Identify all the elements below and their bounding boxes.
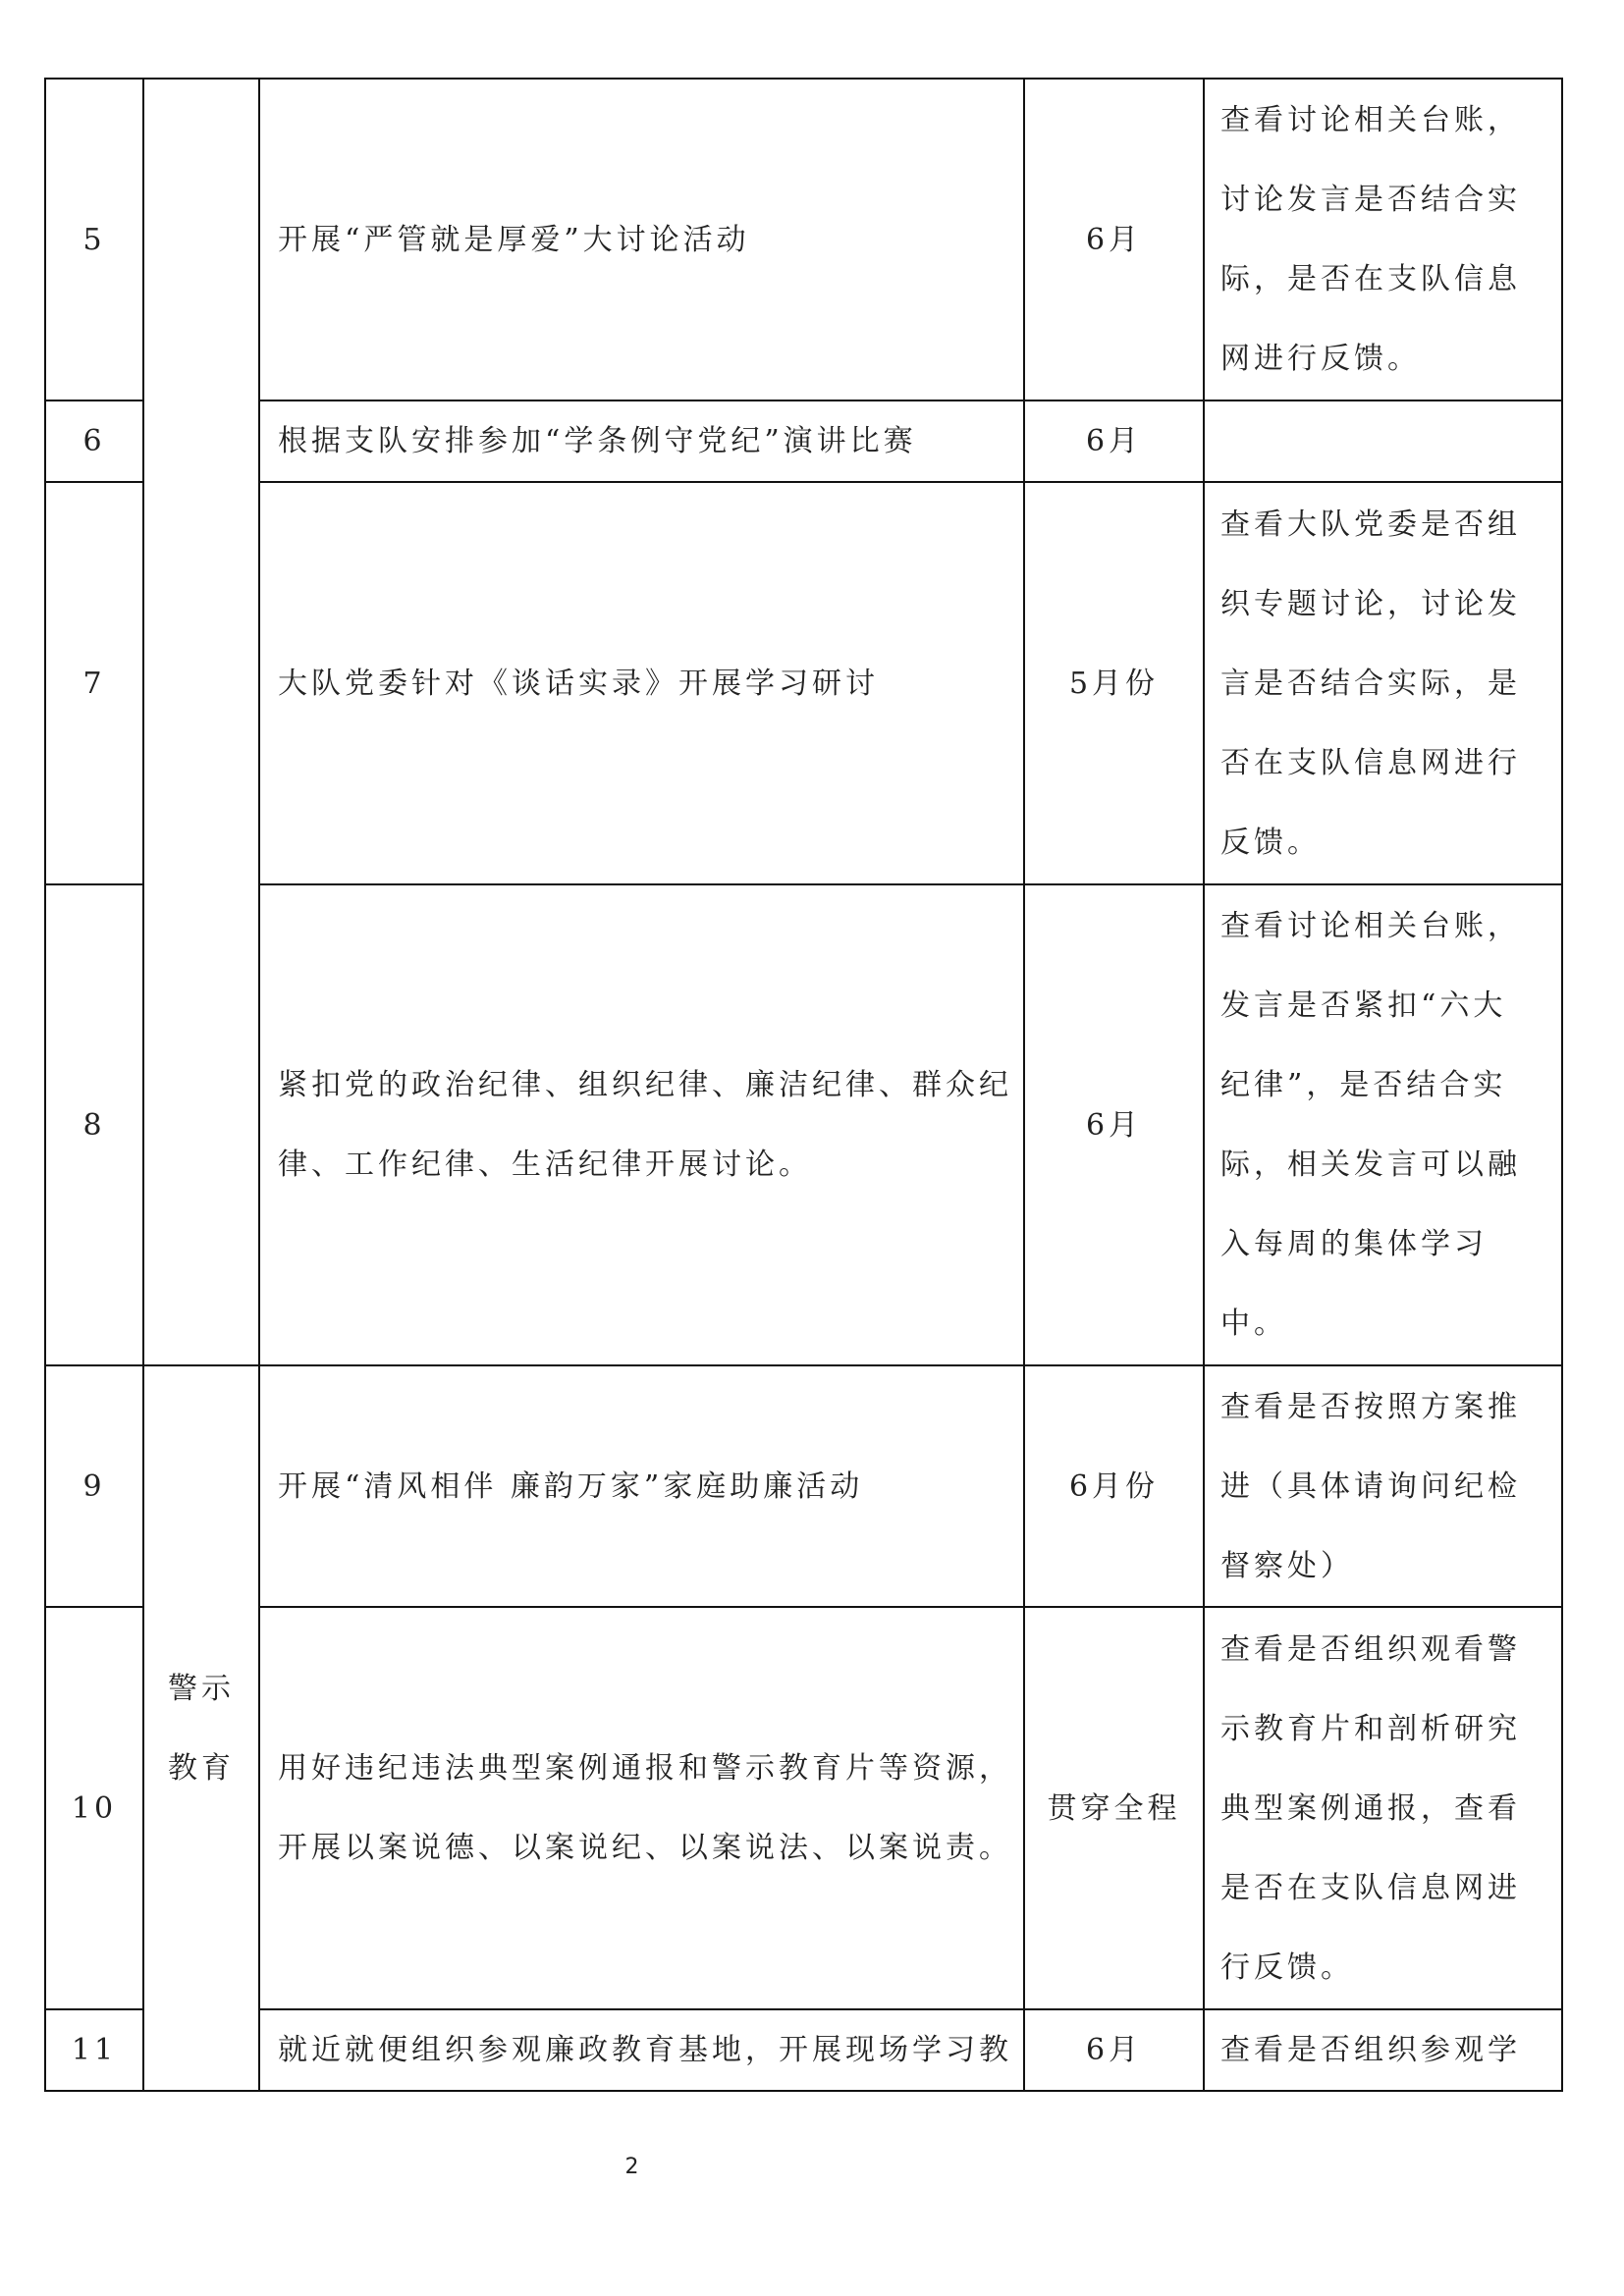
time-cell: 5月份	[1024, 482, 1204, 884]
check-cell	[1204, 79, 1562, 400]
time-cell: 6月	[1024, 2009, 1204, 2091]
category-label: 警示 教育	[168, 1671, 235, 1786]
row-number: 7	[45, 482, 143, 884]
check-text: 查看是否组织观看警 示教育片和剖析研究 典型案例通报，查看 是否在支队信息网进 行反馈。	[1220, 1631, 1521, 1985]
table-row	[45, 2009, 1562, 2091]
check-cell	[1204, 884, 1562, 1365]
row-number: 6	[45, 400, 143, 482]
row-number: 8	[45, 884, 143, 1365]
row-number: 9	[45, 1365, 143, 1607]
time-cell: 6月	[1024, 884, 1204, 1365]
time-cell: 6月份	[1024, 1365, 1204, 1607]
category-cell	[143, 1365, 259, 2091]
table-row	[45, 1607, 1562, 2009]
table-row	[45, 79, 1562, 400]
task-text: 紧扣党的政治纪律、组织纪律、廉洁纪律、群众纪 律、工作纪律、生活纪律开展讨论。	[278, 1068, 1012, 1182]
time-cell: 贯穿全程	[1024, 1607, 1204, 2009]
category-cell	[143, 79, 259, 1365]
table-row	[45, 482, 1562, 884]
check-text: 查看是否按照方案推 进（具体请询问纪检 督察处）	[1220, 1389, 1521, 1583]
task-text: 就近就便组织参观廉政教育基地，开展现场学习教	[278, 2033, 1012, 2067]
table-row	[45, 1365, 1562, 1607]
task-cell	[259, 884, 1024, 1365]
task-text: 大队党委针对《谈话实录》开展学习研讨	[278, 666, 879, 701]
task-cell	[259, 79, 1024, 400]
task-cell	[259, 1607, 1024, 2009]
task-cell	[259, 1365, 1024, 1607]
task-cell	[259, 2009, 1024, 2091]
check-text: 查看讨论相关台账， 讨论发言是否结合实 际，是否在支队信息 网进行反馈。	[1220, 103, 1521, 376]
row-number: 11	[45, 2009, 143, 2091]
check-cell	[1204, 2009, 1562, 2091]
page-number: 2	[624, 2155, 639, 2179]
task-text: 开展“清风相伴 廉韵万家”家庭助廉活动	[278, 1468, 864, 1504]
task-text: 根据支队安排参加“学条例守党纪”演讲比赛	[278, 424, 917, 458]
check-cell	[1204, 1607, 1562, 2009]
task-cell	[259, 400, 1024, 482]
check-text: 查看讨论相关台账， 发言是否紧扣“六大 纪律”，是否结合实 际，相关发言可以融 入每周的集体学习 中。	[1220, 909, 1521, 1341]
check-text: 查看大队党委是否组 织专题讨论，讨论发 言是否结合实际，是 否在支队信息网进行 反馈。	[1220, 507, 1521, 860]
time-cell: 6月	[1024, 79, 1204, 400]
table-row	[45, 884, 1562, 1365]
time-cell: 6月	[1024, 400, 1204, 482]
check-cell	[1204, 1365, 1562, 1607]
table-row	[45, 400, 1562, 482]
check-cell	[1204, 482, 1562, 884]
row-number: 10	[45, 1607, 143, 2009]
check-text: 查看是否组织参观学	[1220, 2033, 1521, 2067]
plan-table	[44, 78, 1563, 2092]
task-text: 用好违纪违法典型案例通报和警示教育片等资源， 开展以案说德、以案说纪、以案说法、以案说责。	[278, 1751, 1012, 1865]
check-cell	[1204, 400, 1562, 482]
task-cell	[259, 482, 1024, 884]
task-text: 开展“严管就是厚爱”大讨论活动	[278, 222, 750, 257]
row-number: 5	[45, 79, 143, 400]
